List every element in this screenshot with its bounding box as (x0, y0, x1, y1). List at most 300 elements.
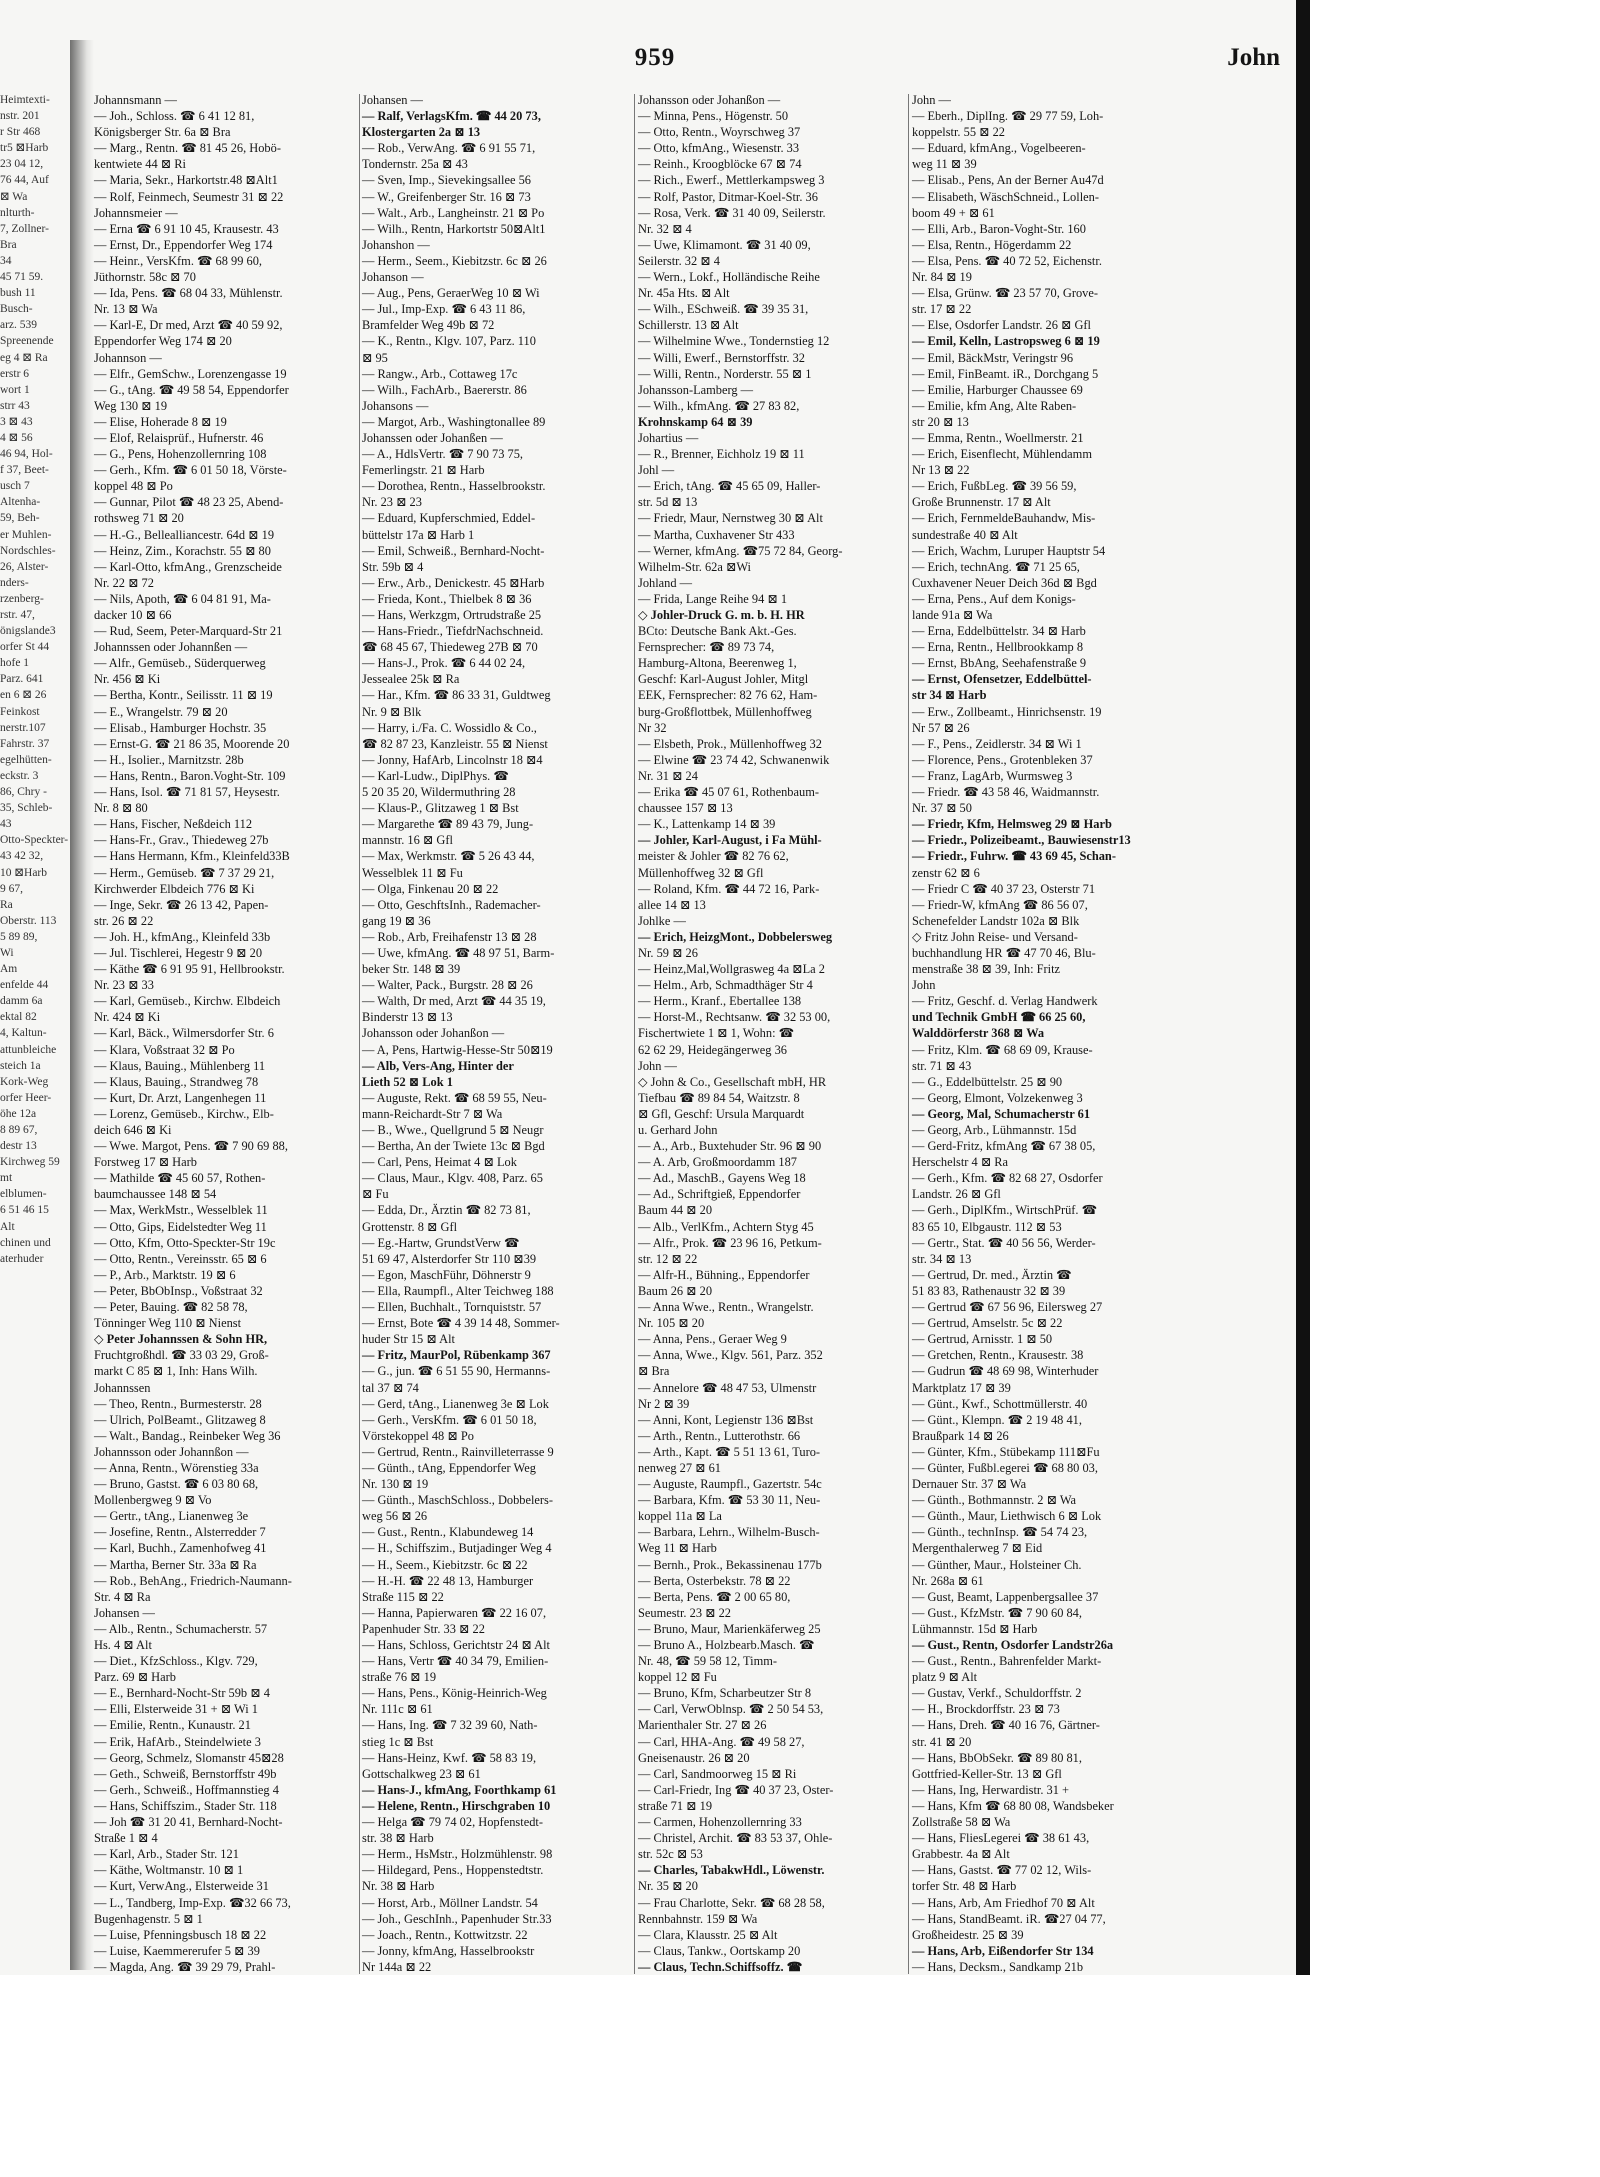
directory-entry-line: Schenefelder Landstr 102a ⊠ Blk (912, 913, 1080, 928)
directory-entry-line: Nr. 456 ⊠ Ki (94, 672, 161, 687)
margin-fragment-line: Fahrstr. 37 (0, 737, 50, 750)
directory-entry-line: — Bruno, Maur, Marienkäferweg 25 (638, 1621, 821, 1636)
directory-entry-line: — Hans, Werkzgm, Ortrudstraße 25 (362, 608, 542, 622)
directory-entry-line: — Käthe, Woltmanstr. 10 ⊠ 1 (94, 1863, 244, 1878)
directory-entry-line: — Wilh., Rentn, Harkortstr 50⊠Alt1 (362, 221, 546, 236)
directory-entry-line: — Gerh., Schweiß., Hoffmannstieg 4 (94, 1782, 279, 1797)
directory-entry-line: — E., Wrangelstr. 79 ⊠ 20 (94, 704, 228, 719)
directory-entry-line: — Klaus, Bauing., Strandweg 78 (94, 1074, 259, 1089)
directory-entry-line: markt C 85 ⊠ 1, Inh: Hans Wilh. (94, 1364, 258, 1379)
directory-entry-line: — Alb., VerlKfm., Achtern Styg 45 (638, 1219, 814, 1234)
margin-fragment-line: wort 1 (0, 383, 30, 396)
directory-entry-line: — Bertha, Kontr., Seilisstr. 11 ⊠ 19 (94, 688, 273, 703)
directory-entry-line: Fischertwiete 1 ⊠ 1, Wohn: ☎ (638, 1026, 795, 1041)
page-number: 959 (634, 44, 676, 71)
margin-fragment-line: Am (0, 963, 18, 976)
directory-entry-line: — G., tAng. ☎ 49 58 54, Eppendorfer (94, 382, 289, 397)
directory-entry-line: koppel 11a ⊠ La (638, 1509, 722, 1524)
directory-entry-line: — Hanna, Papierwaren ☎ 22 16 07, (362, 1605, 547, 1620)
directory-entry-line: Nr. 268a ⊠ 61 (912, 1573, 984, 1588)
directory-entry-line: — Rob., VerwAng. ☎ 6 91 55 71, (362, 141, 536, 156)
directory-entry-line: — Eberh., DiplIng. ☎ 29 77 59, Loh- (912, 109, 1104, 124)
directory-entry-line: — Hans, Rentn., Baron.Voght-Str. 109 (94, 768, 286, 783)
directory-entry-line: — Anni, Kont, Legienstr 136 ⊠Bst (638, 1412, 814, 1427)
directory-entry-line: — Bernh., Prok., Bekassinenau 177b (638, 1557, 822, 1572)
margin-fragment-line: Alt (0, 1220, 15, 1233)
directory-entry-line: — Erna, Eddelbüttelstr. 34 ⊠ Harb (912, 624, 1086, 639)
directory-entry-line: — Bruno, Kfm, Scharbeutzer Str 8 (638, 1686, 812, 1701)
directory-entry-line: — Herm., HsMstr., Holzmühlenstr. 98 (362, 1847, 553, 1862)
directory-entry-line: — Ernst, Dr., Eppendorfer Weg 174 (94, 237, 273, 252)
directory-entry-line: — Georg, Schmelz, Slomanstr 45⊠28 (94, 1750, 284, 1765)
directory-entry-line: Johannsmeier — (94, 205, 178, 220)
directory-entry-line: — Georg, Arb., Lühmannstr. 15d (912, 1123, 1077, 1137)
directory-entry-line: Johannsmann — (94, 93, 177, 107)
directory-entry-line: straße 76 ⊠ 19 (362, 1670, 437, 1685)
directory-entry-line: Herschelstr 4 ⊠ Ra (912, 1155, 1009, 1170)
directory-entry-line: — Auguste, Raumpfl., Gazertstr. 54c (638, 1477, 822, 1492)
directory-entry-line: — A., Arb., Buxtehuder Str. 96 ⊠ 90 (638, 1139, 822, 1154)
margin-fragment-line: egelhütten- (0, 753, 52, 766)
page-edge (1296, 0, 1310, 2177)
directory-entry-line: Nr 144a ⊠ 22 (362, 1959, 432, 1974)
column-rule (908, 94, 909, 1974)
margin-fragment-line: 35, Schleb- (0, 802, 53, 815)
directory-entry-line: — Walth, Dr med, Arzt ☎ 44 35 19, (362, 994, 546, 1009)
directory-entry-line: Nr 32 (638, 720, 667, 735)
directory-entry-line: Tiefbau ☎ 89 84 54, Waitzstr. 8 (638, 1090, 800, 1105)
directory-entry-line: — Alb., Rentn., Schumacherstr. 57 (94, 1621, 268, 1636)
directory-entry-line: — Erik, HafArb., Steindelwiete 3 (94, 1734, 261, 1749)
directory-entry-line: str. 52c ⊠ 53 (638, 1847, 703, 1862)
directory-entry-line: — Nils, Apoth, ☎ 6 04 81 91, Ma- (94, 591, 271, 606)
directory-entry-line: — Emma, Rentn., Woellmerstr. 21 (912, 430, 1084, 445)
margin-fragment-line: 43 42 32, (0, 850, 44, 863)
directory-entry-line: — Helene, Rentn., Hirschgraben 10 (362, 1798, 551, 1813)
directory-entry-line: — Walter, Pack., Burgstr. 28 ⊠ 26 (362, 978, 533, 993)
directory-entry-line: Nr 13 ⊠ 22 (912, 463, 970, 478)
directory-entry-line: — H., Seem., Kiebitzstr. 6c ⊠ 22 (362, 1557, 528, 1572)
directory-entry-line: — Karl, Buchh., Zamenhofweg 41 (94, 1541, 267, 1556)
directory-entry-line: — Alb, Vers-Ang, Hinter der (362, 1058, 514, 1073)
directory-entry-line: — Gertrud ☎ 67 56 96, Eilersweg 27 (912, 1300, 1103, 1315)
directory-entry-line: Nr. 130 ⊠ 19 (362, 1477, 429, 1492)
margin-fragment-line: 10 ⊠Harb (0, 866, 47, 879)
directory-entry-line: — Hans, Kfm ☎ 68 80 08, Wandsbeker (912, 1798, 1114, 1813)
directory-entry-line: — Georg, Mal, Schumacherstr 61 (912, 1106, 1091, 1121)
directory-entry-line: — Jul. Tischlerei, Hegestr 9 ⊠ 20 (94, 945, 263, 960)
directory-entry-line: Nr. 9 ⊠ Blk (362, 704, 422, 719)
directory-entry-line: Lühmannstr. 15d ⊠ Harb (912, 1621, 1038, 1636)
directory-entry-line: — Bruno, Gastst. ☎ 6 03 80 68, (94, 1477, 259, 1492)
directory-entry-line: — Reinh., Kroogblöcke 67 ⊠ 74 (638, 157, 802, 172)
directory-entry-line: — R., Brenner, Eichholz 19 ⊠ 11 (638, 447, 805, 462)
directory-entry-line: — Herm., Seem., Kiebitzstr. 6c ⊠ 26 (362, 253, 547, 268)
directory-entry-line: Str. 59b ⊠ 4 (362, 559, 424, 574)
directory-entry-line: Johansson oder Johanßon — (362, 1026, 505, 1041)
directory-entry-line: Johartius — (638, 430, 699, 445)
directory-entry-line: Cuxhavener Neuer Deich 36d ⊠ Bgd (912, 575, 1097, 590)
directory-entry-line: platz 9 ⊠ Alt (912, 1670, 978, 1685)
directory-entry-line: Papenhuder Str. 33 ⊠ 22 (362, 1621, 485, 1636)
directory-entry-line: Nr. 35 ⊠ 20 (638, 1879, 698, 1894)
directory-entry-line: — Clara, Klausstr. 25 ⊠ Alt (638, 1927, 778, 1942)
directory-entry-line: — Georg, Elmont, Volzekenweg 3 (912, 1090, 1083, 1105)
directory-entry-line: koppel 48 ⊠ Po (94, 479, 173, 494)
margin-fragment-line: ⊠ Wa (0, 190, 28, 203)
directory-entry-line: — Hans-J., Prok. ☎ 6 44 02 24, (362, 656, 526, 671)
directory-entry-line: Rennbahnstr. 159 ⊠ Wa (638, 1911, 758, 1926)
directory-entry-line: Dernauer Str. 37 ⊠ Wa (912, 1477, 1027, 1492)
directory-entry-line: — Erna ☎ 6 91 10 45, Krausestr. 43 (94, 221, 279, 236)
directory-entry-line: — Hans-Friedr., TiefdrNachschneid. (362, 624, 544, 639)
directory-entry-line: — Hans, Dreh. ☎ 40 16 76, Gärtner- (912, 1718, 1100, 1733)
directory-entry-line: Nr. 38 ⊠ Harb (362, 1879, 435, 1894)
margin-fragment-line: 59, Beh- (0, 512, 40, 525)
directory-entry-line: — Gust., Rentn, Osdorfer Landstr26a (912, 1638, 1114, 1652)
directory-entry-line: — Gertr., tAng., Lianenweg 3e (94, 1509, 249, 1524)
directory-entry-line: — Friedr., Polizeibeamt., Bauwiesenstr13 (912, 833, 1131, 848)
directory-entry-line: — Gertrud, Arnisstr. 1 ⊠ 50 (912, 1332, 1053, 1347)
directory-entry-line: weg 11 ⊠ 39 (912, 157, 977, 172)
directory-entry-line: — Joh ☎ 31 20 41, Bernhard-Nocht- (94, 1815, 283, 1830)
directory-entry-line: weg 56 ⊠ 26 (362, 1509, 428, 1524)
directory-entry-line: — Max, Werkmstr. ☎ 5 26 43 44, (362, 849, 535, 864)
directory-entry-line: — Franz, LagArb, Wurmsweg 3 (912, 768, 1073, 783)
directory-entry-line: — Werner, kfmAng. ☎75 72 84, Georg- (638, 543, 843, 558)
directory-entry-line: — A, Pens, Hartwig-Hesse-Str 50⊠19 (362, 1042, 553, 1057)
directory-entry-line: torfer Str. 48 ⊠ Harb (912, 1879, 1017, 1894)
directory-entry-line: — Gerh., Kfm. ☎ 82 68 27, Osdorfer (912, 1171, 1103, 1186)
directory-entry-line: — Elwine ☎ 23 74 42, Schwanenwik (638, 752, 830, 767)
directory-entry-line: Nr. 48, ☎ 59 58 12, Timm- (638, 1654, 778, 1669)
directory-entry-line: — Karl-E, Dr med, Arzt ☎ 40 59 92, (94, 318, 283, 333)
directory-entry-line: — Carl, VerwOblnsp. ☎ 2 50 54 53, (638, 1702, 824, 1717)
directory-entry-line: — Hans-Heinz, Kwf. ☎ 58 83 19, (362, 1750, 537, 1765)
margin-fragment-line: 3 ⊠ 43 (0, 415, 33, 428)
margin-fragment-line: erstr 6 (0, 367, 30, 380)
directory-entry-line: — Anna, Wwe., Klgv. 561, Parz. 352 (638, 1348, 823, 1363)
directory-entry-line: — Rolf, Pastor, Ditmar-Koel-Str. 36 (638, 189, 818, 204)
directory-entry-line: — Rosa, Verk. ☎ 31 40 09, Seilerstr. (638, 205, 826, 220)
directory-entry-line: — Ernst, Bote ☎ 4 39 14 48, Sommer- (362, 1316, 560, 1331)
directory-entry-line: — Ernst-G. ☎ 21 86 35, Moorende 20 (94, 736, 290, 751)
directory-entry-line: — Anna Wwe., Rentn., Wrangelstr. (638, 1300, 814, 1315)
directory-entry-line: Forstweg 17 ⊠ Harb (94, 1155, 197, 1170)
directory-entry-line: — G., jun. ☎ 6 51 55 90, Hermanns- (362, 1364, 551, 1379)
directory-entry-line: Baum 44 ⊠ 20 (638, 1203, 713, 1218)
directory-entry-line: nenweg 27 ⊠ 61 (638, 1460, 721, 1475)
margin-fragment-line: Altenha- (0, 496, 41, 509)
directory-entry-line: 5 20 35 20, Wildermuthring 28 (362, 785, 516, 800)
directory-entry-line: — Alfr-H., Bühning., Eppendorfer (638, 1267, 810, 1282)
directory-entry-line: — Friedr. ☎ 43 58 46, Waidmannstr. (912, 785, 1100, 800)
directory-entry-line: — G., Pens, Hohenzollernring 108 (94, 447, 267, 462)
directory-entry-line: — Rich., Ewerf., Mettlerkampsweg 3 (638, 173, 825, 188)
directory-entry-line: — Harry, i./Fa. C. Wossidlo & Co., (362, 720, 537, 735)
directory-entry-line: Grabbestr. 4a ⊠ Alt (912, 1847, 1010, 1862)
directory-entry-line: Mollenbergweg 9 ⊠ Vo (94, 1493, 212, 1508)
directory-entry-line: — Günth., Bothmannstr. 2 ⊠ Wa (912, 1493, 1077, 1508)
directory-entry-line: — Wilh., kfmAng. ☎ 27 83 82, (638, 398, 800, 413)
directory-entry-line: — Margarethe ☎ 89 43 79, Jung- (362, 817, 534, 832)
directory-entry-line: — Berta, Osterbekstr. 78 ⊠ 22 (638, 1573, 791, 1588)
directory-entry-line: Mergenthalerweg 7 ⊠ Eid (912, 1541, 1043, 1556)
directory-entry-line: — Hans Hermann, Kfm., Kleinfeld33B (94, 849, 290, 864)
margin-fragment-line: nerstr.107 (0, 721, 46, 734)
directory-entry-line: — Ad., Schriftgieß, Eppendorfer (638, 1187, 801, 1202)
directory-entry-line: — Jul., Imp-Exp. ☎ 6 43 11 86, (362, 302, 526, 317)
directory-entry-line: 62 62 29, Heidegängerweg 36 (638, 1042, 787, 1057)
directory-entry-line: Nr. 13 ⊠ Wa (94, 302, 158, 317)
directory-entry-line: Braußpark 14 ⊠ 26 (912, 1428, 1009, 1443)
margin-fragment-line: usch 7 (0, 480, 30, 493)
margin-fragment-line: 7, Zollner- (0, 222, 49, 235)
margin-fragment-line: 6 51 46 15 (0, 1204, 49, 1217)
directory-entry-line: — Helm., Arb, Schmadthäger Str 4 (638, 978, 813, 993)
directory-entry-line: — Frau Charlotte, Sekr. ☎ 68 28 58, (638, 1895, 825, 1910)
directory-entry-line: baumchaussee 148 ⊠ 54 (94, 1187, 217, 1202)
margin-fragment-line: orfer Heer- (0, 1091, 52, 1104)
directory-entry-line: — Erich, HeizgMont., Dobbelersweg (638, 929, 833, 944)
margin-fragment-line: Nordschles- (0, 544, 56, 557)
margin-fragment-line: en 6 ⊠ 26 (0, 689, 47, 702)
directory-entry-line: — Elisab., Hamburger Hochstr. 35 (94, 720, 267, 735)
directory-entry-line: lande 91a ⊠ Wa (912, 608, 993, 622)
directory-entry-line: str. 41 ⊠ 20 (912, 1734, 972, 1749)
directory-entry-line: koppel 12 ⊠ Fu (638, 1670, 717, 1685)
directory-entry-line: — Edda, Dr., Ärztin ☎ 82 73 81, (362, 1203, 531, 1218)
directory-entry-line: Weg 130 ⊠ 19 (94, 398, 168, 413)
listing-column-4 (912, 92, 1180, 1982)
directory-entry-line: — Josefine, Rentn., Alsterredder 7 (94, 1525, 266, 1540)
directory-entry-line: straße 71 ⊠ 19 (638, 1798, 713, 1813)
directory-entry-line: Johannsson oder Johannßon — (94, 1444, 249, 1459)
directory-entry-line: — A., HdlsVertr. ☎ 7 90 73 75, (362, 447, 524, 462)
directory-entry-line: Straße 115 ⊠ 22 (362, 1589, 444, 1604)
margin-fragment-line: strr 43 (0, 399, 30, 412)
directory-entry-line: — K., Rentn., Klgv. 107, Parz. 110 (362, 334, 536, 349)
directory-entry-line: — Anna, Pens., Geraer Weg 9 (638, 1332, 787, 1347)
margin-fragment-line: Ra (0, 898, 13, 911)
directory-entry-line: — Hans-Fr., Grav., Thiedeweg 27b (94, 833, 269, 848)
margin-fragment-line: mt (0, 1172, 13, 1185)
directory-entry-line: — Gust., Rentn., Klabundeweg 14 (362, 1525, 534, 1540)
directory-entry-line: Großheidestr. 25 ⊠ 39 (912, 1927, 1024, 1942)
directory-entry-line: — Hans, Arb, Eißendorfer Str 134 (912, 1943, 1094, 1958)
directory-entry-line: Bramfelder Weg 49b ⊠ 72 (362, 318, 495, 333)
margin-fragment-line: eg 4 ⊠ Ra (0, 351, 48, 364)
directory-entry-line: — Gertrud, Dr. med., Ärztin ☎ (912, 1267, 1072, 1282)
margin-fragment-line: 34 (0, 254, 12, 267)
directory-entry-line: Johannssen oder Johannßen — (94, 640, 248, 655)
directory-entry-line: Nr. 31 ⊠ 24 (638, 768, 698, 783)
directory-entry-line: — F., Pens., Zeidlerstr. 34 ⊠ Wi 1 (912, 736, 1082, 751)
margin-fragment-line: 4 ⊠ 56 (0, 431, 33, 444)
directory-entry-line: — Elsa, Grünw. ☎ 23 57 70, Grove- (912, 286, 1099, 301)
directory-entry-line: — Karl-Otto, kfmAng., Grenzscheide (94, 559, 282, 574)
directory-entry-line: — Hans, Decksm., Sandkamp 21b (912, 1959, 1084, 1974)
margin-fragment-line: 5 89 89, (0, 930, 38, 943)
directory-entry-line: — Günter, Fußbl.egerei ☎ 68 80 03, (912, 1460, 1098, 1475)
directory-entry-line: — Emilie, Rentn., Kunaustr. 21 (94, 1718, 251, 1733)
directory-entry-line: Johanson — (362, 270, 424, 285)
margin-fragment-line: 43 (0, 818, 12, 831)
directory-entry-line: Nr. 424 ⊠ Ki (94, 1010, 161, 1025)
margin-fragment-line: 86, Chry - (0, 786, 47, 799)
directory-entry-line: — Hans, StandBeamt. iR. ☎27 04 77, (912, 1911, 1106, 1926)
directory-entry-line: — Erich, Eisenflecht, Mühlendamm (912, 447, 1092, 462)
directory-entry-line: — Karl, Bäck., Wilmersdorfer Str. 6 (94, 1026, 274, 1041)
directory-entry-line: Nr. 8 ⊠ 80 (94, 801, 148, 816)
directory-entry-line: — Elsbeth, Prok., Müllenhoffweg 32 (638, 736, 822, 751)
directory-entry-line: Fruchtgroßhdl. ☎ 33 03 29, Groß- (94, 1348, 269, 1363)
directory-entry-line: — Rolf, Feinmech, Seumestr 31 ⊠ 22 (94, 189, 284, 204)
directory-entry-line: kentwiete 44 ⊠ Ri (94, 157, 186, 172)
directory-entry-line: — Klaus, Bauing., Mühlenberg 11 (94, 1058, 266, 1073)
directory-entry-line: — Roland, Kfm. ☎ 44 72 16, Park- (638, 881, 820, 896)
directory-entry-line: — G., Eddelbüttelstr. 25 ⊠ 90 (912, 1074, 1063, 1089)
directory-entry-line: — Jonny, HafArb, Lincolnstr 18 ⊠4 (362, 752, 543, 767)
margin-fragment-line: aterhuder (0, 1252, 44, 1265)
directory-entry-line: — Joh., Schloss. ☎ 6 41 12 81, (94, 109, 255, 124)
directory-entry-line: — Ernst, Ofensetzer, Eddelbüttel- (912, 672, 1092, 687)
directory-entry-line: — Joach., Rentn., Kottwitzstr. 22 (362, 1927, 528, 1942)
directory-entry-line: — Gerd, tAng., Lianenweg 3e ⊠ Lok (362, 1396, 549, 1411)
directory-entry-line: — Elfr., GemSchw., Lorenzengasse 19 (94, 366, 287, 381)
directory-entry-line: Landstr. 26 ⊠ Gfl (912, 1187, 1001, 1202)
directory-entry-line: — Uwe, Klimamont. ☎ 31 40 09, (638, 237, 811, 252)
directory-entry-line: — Erw., Zollbeamt., Hinrichsenstr. 19 (912, 704, 1102, 719)
directory-entry-line: — P., Arb., Marktstr. 19 ⊠ 6 (94, 1267, 236, 1282)
directory-entry-line: — H.-G., Bellealliancestr. 64d ⊠ 19 (94, 527, 275, 542)
directory-entry-line: — Helga ☎ 79 74 02, Hopfenstedt- (362, 1815, 543, 1830)
directory-entry-line: — Florence, Pens., Grotenbleken 37 (912, 752, 1093, 767)
directory-entry-line: Jessealee 25k ⊠ Ra (362, 672, 460, 687)
directory-entry-line: deich 646 ⊠ Ki (94, 1123, 172, 1137)
directory-entry-line: Binderstr 13 ⊠ 13 (362, 1010, 453, 1025)
directory-entry-line: Jüthornstr. 58c ⊠ 70 (94, 270, 196, 285)
margin-fragment-line: nlturth- (0, 206, 35, 219)
directory-entry-line: — Klara, Voßstraat 32 ⊠ Po (94, 1042, 235, 1057)
directory-entry-line: — K., Lattenkamp 14 ⊠ 39 (638, 817, 776, 832)
directory-entry-line: Bugenhagenstr. 5 ⊠ 1 (94, 1911, 203, 1926)
directory-entry-line: — Ulrich, PolBeamt., Glitzaweg 8 (94, 1412, 266, 1427)
directory-entry-line: — Gertrud, Amselstr. 5c ⊠ 22 (912, 1316, 1063, 1331)
directory-entry-line: — Auguste, Rekt. ☎ 68 59 55, Neu- (362, 1090, 547, 1105)
directory-entry-line: — Claus, Tankw., Oortskamp 20 (638, 1943, 801, 1958)
directory-entry-line: str. 34 ⊠ 13 (912, 1251, 972, 1266)
directory-entry-line: — Dorothea, Rentn., Hasselbrookstr. (362, 479, 546, 494)
directory-entry-line: — Emil, BäckMstr, Veringstr 96 (912, 350, 1074, 365)
directory-entry-line: — Emil, Kelln, Lastropsweg 6 ⊠ 19 (912, 334, 1100, 349)
directory-entry-line: — Karl, Gemüseb., Kirchw. Elbdeich (94, 994, 281, 1009)
directory-entry-line: Seumestr. 23 ⊠ 22 (638, 1605, 731, 1620)
directory-entry-line: Große Brunnenstr. 17 ⊠ Alt (912, 495, 1051, 510)
margin-fragment-line: Otto-Speckter- (0, 834, 69, 847)
directory-entry-line: — Ernst, BbAng, Seehafenstraße 9 (912, 656, 1087, 671)
directory-entry-line: — Otto, kfmAng., Wiesenstr. 33 (638, 141, 800, 156)
directory-entry-line: — Ellen, Buchhalt., Tornquiststr. 57 (362, 1300, 542, 1315)
directory-entry-line: Seilerstr. 32 ⊠ 4 (638, 253, 720, 268)
directory-entry-line: — Magda, Ang. ☎ 39 29 79, Prahl- (94, 1959, 276, 1974)
directory-entry-line: — Günt., Klempn. ☎ 2 19 48 41, (912, 1412, 1082, 1427)
directory-entry-line: — Gust, Beamt, Lappenbergsallee 37 (912, 1589, 1099, 1604)
directory-entry-line: 83 65 10, Elbgaustr. 112 ⊠ 53 (912, 1219, 1062, 1234)
directory-entry-line: Müllenhoffweg 32 ⊠ Gfl (638, 865, 764, 880)
directory-entry-line: ◇ Johler-Druck G. m. b. H. HR (638, 608, 805, 622)
directory-entry-line: — Elsa, Pens. ☎ 40 72 52, Eichenstr. (912, 253, 1102, 268)
directory-entry-line: — Charles, TabakwHdl., Löwenstr. (638, 1863, 825, 1878)
binding-gutter (70, 40, 94, 1970)
directory-entry-line: — A. Arb, Großmoordamm 187 (638, 1155, 798, 1170)
directory-entry-line: Hs. 4 ⊠ Alt (94, 1638, 152, 1652)
directory-entry-line: — Erich, FernmeldeBauhandw, Mis- (912, 511, 1096, 526)
directory-entry-line: Str. 4 ⊠ Ra (94, 1589, 151, 1604)
directory-entry-line: — Hans, Ing. ☎ 7 32 39 60, Nath- (362, 1718, 538, 1733)
directory-entry-line: — Emilie, Harburger Chaussee 69 (912, 382, 1083, 397)
directory-entry-line: stieg 1c ⊠ Bst (362, 1734, 434, 1749)
directory-entry-line: Johansons — (362, 398, 429, 413)
directory-entry-line: — Olga, Finkenau 20 ⊠ 22 (362, 881, 499, 896)
margin-fragment-line: 4, Kaltun- (0, 1027, 47, 1040)
directory-entry-line: — Friedr-W, kfmAng ☎ 86 56 07, (912, 897, 1088, 912)
directory-entry-line: Nr. 59 ⊠ 26 (638, 945, 698, 960)
directory-entry-line: — Karl, Arb., Stader Str. 121 (94, 1847, 239, 1862)
directory-entry-line: Gneisenaustr. 26 ⊠ 20 (638, 1750, 750, 1765)
directory-entry-line: — Friedr, Maur, Nernstweg 30 ⊠ Alt (638, 511, 823, 526)
margin-fragment-line: Heimtexti- (0, 94, 50, 106)
directory-entry-line: — Gerh., DiplKfm., WirtschPrüf. ☎ (912, 1203, 1098, 1218)
directory-entry-line: — Barbara, Lehrn., Wilhelm-Busch- (638, 1525, 820, 1540)
directory-entry-line: — Erika ☎ 45 07 61, Rothenbaum- (638, 785, 819, 800)
margin-fragment-line: tr5 ⊠Harb (0, 142, 49, 155)
directory-entry-line: — Bertha, An der Twiete 13c ⊠ Bgd (362, 1139, 545, 1154)
directory-entry-line: mann-Reichardt-Str 7 ⊠ Wa (362, 1106, 503, 1121)
directory-entry-line: ☎ 82 87 23, Kanzleistr. 55 ⊠ Nienst (362, 736, 548, 751)
margin-fragment-line: 23 04 12, (0, 158, 44, 171)
column-rule (359, 94, 360, 1974)
directory-entry-line: — Sven, Imp., Sievekingsallee 56 (362, 173, 531, 188)
directory-entry-line: — Horst, Arb., Möllner Landstr. 54 (362, 1895, 538, 1910)
margin-fragment-line: rzenberg- (0, 592, 44, 605)
directory-entry-line: — Elise, Hoherade 8 ⊠ 19 (94, 414, 227, 429)
directory-entry-line: — Hans-J., kfmAng, Foorthkamp 61 (362, 1782, 557, 1797)
margin-fragment-line: 26, Alster- (0, 560, 49, 573)
directory-entry-line: mannstr. 16 ⊠ Gfl (362, 833, 453, 848)
directory-entry-line: — H., Schiffszim., Butjadinger Weg 4 (362, 1541, 552, 1556)
directory-entry-line: Johannssen (94, 1380, 151, 1395)
listing-column-3 (638, 92, 906, 1982)
directory-entry-line: BCto: Deutsche Bank Akt.-Ges. (638, 624, 797, 639)
directory-entry-line: — Else, Osdorfer Landstr. 26 ⊠ Gfl (912, 318, 1091, 333)
directory-entry-line: — Günth., MaschSchloss., Dobbelers- (362, 1493, 554, 1508)
directory-entry-line: — Barbara, Kfm. ☎ 53 30 11, Neu- (638, 1493, 821, 1508)
directory-entry-line: — Walt., Bandag., Reinbeker Weg 36 (94, 1428, 281, 1443)
directory-entry-line: — Claus, Techn.Schiffsoffz. ☎ (638, 1959, 803, 1974)
directory-entry-line: — Rob., BehAng., Friedrich-Naumann- (94, 1573, 292, 1588)
page-bottom-blank (0, 1975, 1310, 2177)
directory-entry-line: — Mathilde ☎ 45 60 57, Rothen- (94, 1171, 266, 1186)
directory-entry-line: — Diet., KfzSchloss., Klgv. 729, (94, 1654, 258, 1669)
directory-entry-line: — Margot, Arb., Washingtonallee 89 (362, 414, 546, 429)
directory-entry-line: Nr 2 ⊠ 39 (638, 1396, 690, 1411)
directory-entry-line: str. 12 ⊠ 22 (638, 1251, 698, 1266)
directory-entry-line: — Geth., Schweiß, Bernstorffstr 49b (94, 1766, 277, 1781)
directory-entry-line: — Rud, Seem, Peter-Marquard-Str 21 (94, 624, 283, 639)
directory-entry-line: — Marg., Rentn. ☎ 81 45 26, Hobö- (94, 141, 281, 156)
directory-entry-line: — Peter, Bauing. ☎ 82 58 78, (94, 1300, 248, 1315)
